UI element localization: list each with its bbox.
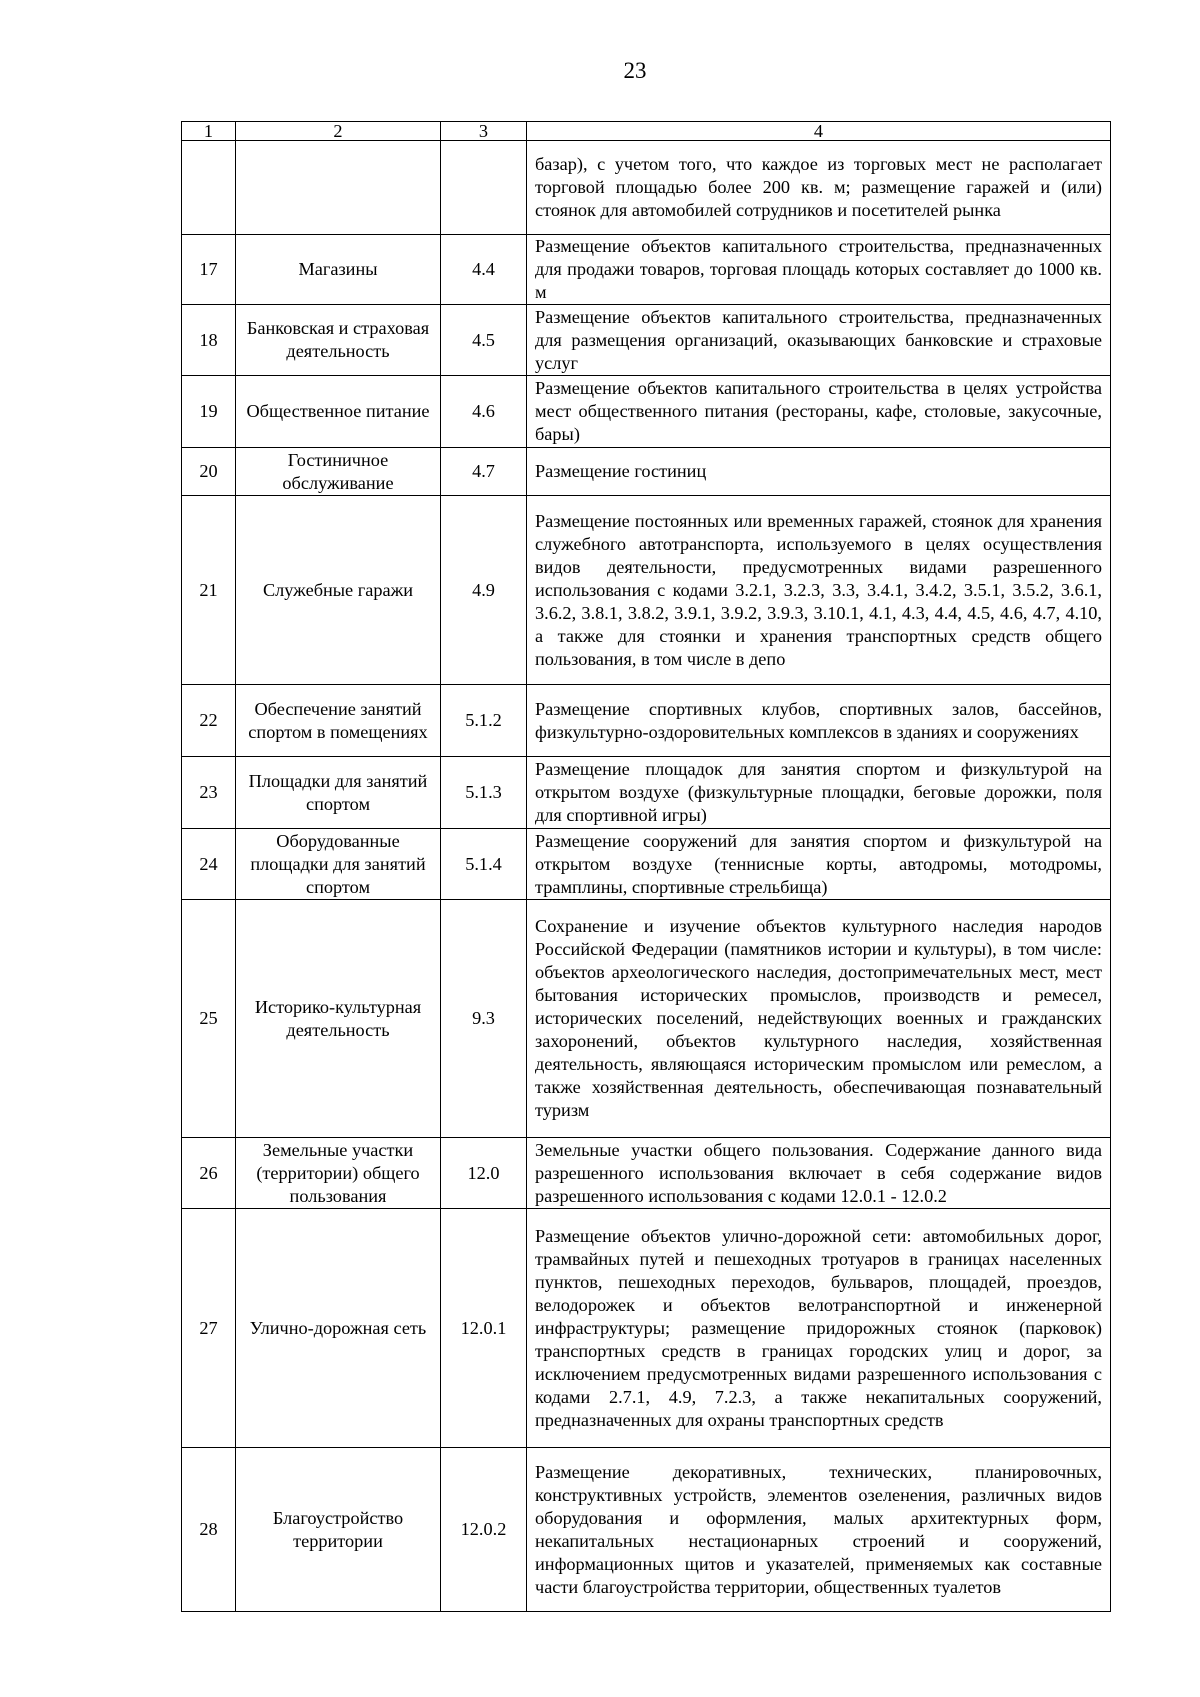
use-code: 4.9 <box>441 496 527 685</box>
table-row <box>182 1138 1111 1209</box>
row-number: 26 <box>182 1138 236 1209</box>
table-row <box>182 141 1111 235</box>
use-description: Размещение объектов капитального строительства, предназначенных для размещения организаций, оказывающих банковские и страховые услуг <box>527 305 1111 376</box>
use-description: Земельные участки общего пользования. Содержание данного вида разрешенного использования включает в себя содержание видов разрешенного использования с кодами 12.0.1 - 12.0.2 <box>527 1138 1111 1209</box>
use-description: Размещение декоративных, технических, планировочных, конструктивных устройств, элементов озеленения, различных видов оборудования и оформления, малых архитектурных форм, некапитальных нестационарных строений и сооружений, информационных щитов и указателей, применяемых как составные части благоустройства территории, общественных туалетов <box>527 1448 1111 1612</box>
table-row <box>182 757 1111 829</box>
row-number: 27 <box>182 1209 236 1448</box>
use-description: Размещение объектов капитального строительства в целях устройства мест общественного питания (рестораны, кафе, столовые, закусочные, бары) <box>527 376 1111 448</box>
row-number <box>182 141 236 235</box>
use-code: 5.1.3 <box>441 757 527 829</box>
page-number: 23 <box>623 58 647 83</box>
table-row <box>182 1209 1111 1448</box>
use-description: Размещение объектов капитального строительства, предназначенных для продажи товаров, торговая площадь которых составляет до 1000 кв. м <box>527 235 1111 305</box>
row-number: 17 <box>182 235 236 305</box>
use-name: Обеспечение занятий спортом в помещениях <box>236 685 441 757</box>
use-code: 12.0 <box>441 1138 527 1209</box>
use-name: Площадки для занятий спортом <box>236 757 441 829</box>
row-number: 20 <box>182 448 236 496</box>
header-row <box>182 122 1111 141</box>
use-name: Благоустройство территории <box>236 1448 441 1612</box>
table-row <box>182 1448 1111 1612</box>
table-row <box>182 235 1111 305</box>
use-name: Улично-дорожная сеть <box>236 1209 441 1448</box>
use-name: Служебные гаражи <box>236 496 441 685</box>
row-number: 28 <box>182 1448 236 1612</box>
use-code: 4.6 <box>441 376 527 448</box>
row-number: 23 <box>182 757 236 829</box>
table-row <box>182 829 1111 900</box>
use-name: Общественное питание <box>236 376 441 448</box>
row-number: 21 <box>182 496 236 685</box>
use-description: Размещение постоянных или временных гаражей, стоянок для хранения служебного автотранспорта, используемого в целях осуществления видов деятельности, предусмотренных видами разрешенного использования с кодами 3.2.1, 3.2.3, 3.3, 3.4.1, 3.4.2, 3.5.1, 3.5.2, 3.6.1, 3.6.2, 3.8.1, 3.8.2, 3.9.1, 3.9.2, 3.9.3, 3.10.1, 4.1, 4.3, 4.4, 4.5, 4.6, 4.7, 4.10, а также для стоянки и хранения транспортных средств общего пользования, в том числе в депо <box>527 496 1111 685</box>
use-description: Сохранение и изучение объектов культурного наследия народов Российской Федерации (памятников истории и культуры), в том числе: объектов археологического наследия, достопримечательных мест, мест бытования исторических промыслов, производств и ремесел, исторических поселений, недействующих военных и гражданских захоронений, объектов культурного наследия, хозяйственная деятельность, являющаяся историческим промыслом или ремеслом, а также хозяйственная деятельность, обеспечивающая познавательный туризм <box>527 900 1111 1138</box>
row-number: 19 <box>182 376 236 448</box>
row-number: 18 <box>182 305 236 376</box>
header-cell-4: 4 <box>527 122 1111 141</box>
use-code: 5.1.2 <box>441 685 527 757</box>
use-description: Размещение гостиниц <box>527 448 1111 496</box>
use-name <box>236 141 441 235</box>
row-number: 24 <box>182 829 236 900</box>
use-code: 12.0.2 <box>441 1448 527 1612</box>
use-name: Гостиничное обслуживание <box>236 448 441 496</box>
use-name: Банковская и страховая деятельность <box>236 305 441 376</box>
use-code: 4.5 <box>441 305 527 376</box>
use-description: Размещение сооружений для занятия спортом и физкультурой на открытом воздухе (теннисные корты, автодромы, мотодромы, трамплины, спортивные стрельбища) <box>527 829 1111 900</box>
use-description: Размещение объектов улично-дорожной сети: автомобильных дорог, трамвайных путей и пешеходных тротуаров в границах населенных пунктов, пешеходных переходов, бульваров, площадей, проездов, велодорожек и объектов велотранспортной и инженерной инфраструктуры; размещение придорожных стоянок (парковок) транспортных средств в границах городских улиц и дорог, за исключением предусмотренных видами разрешенного использования с кодами 2.7.1, 4.9, 7.2.3, а также некапитальных сооружений, предназначенных для охраны транспортных средств <box>527 1209 1111 1448</box>
table-body <box>182 122 1111 1612</box>
use-code: 4.7 <box>441 448 527 496</box>
use-name: Историко-культурная деятельность <box>236 900 441 1138</box>
table-row <box>182 305 1111 376</box>
table-row <box>182 685 1111 757</box>
use-name: Оборудованные площадки для занятий спортом <box>236 829 441 900</box>
use-code: 4.4 <box>441 235 527 305</box>
table-row <box>182 376 1111 448</box>
use-description: базар), с учетом того, что каждое из торговых мест не располагает торговой площадью более 200 кв. м; размещение гаражей и (или) стоянок для автомобилей сотрудников и посетителей рынка <box>527 141 1111 235</box>
use-description: Размещение спортивных клубов, спортивных залов, бассейнов, физкультурно-оздоровительных комплексов в зданиях и сооружениях <box>527 685 1111 757</box>
use-name: Магазины <box>236 235 441 305</box>
row-number: 25 <box>182 900 236 1138</box>
header-cell-1: 1 <box>182 122 236 141</box>
use-name: Земельные участки (территории) общего пользования <box>236 1138 441 1209</box>
table-row <box>182 900 1111 1138</box>
use-code: 5.1.4 <box>441 829 527 900</box>
use-description: Размещение площадок для занятия спортом и физкультурой на открытом воздухе (физкультурные площадки, беговые дорожки, поля для спортивной игры) <box>527 757 1111 829</box>
table-row <box>182 496 1111 685</box>
land-use-table <box>181 121 1111 1612</box>
table-row <box>182 448 1111 496</box>
header-cell-3: 3 <box>441 122 527 141</box>
row-number: 22 <box>182 685 236 757</box>
header-cell-2: 2 <box>236 122 441 141</box>
use-code: 9.3 <box>441 900 527 1138</box>
use-code <box>441 141 527 235</box>
use-code: 12.0.1 <box>441 1209 527 1448</box>
